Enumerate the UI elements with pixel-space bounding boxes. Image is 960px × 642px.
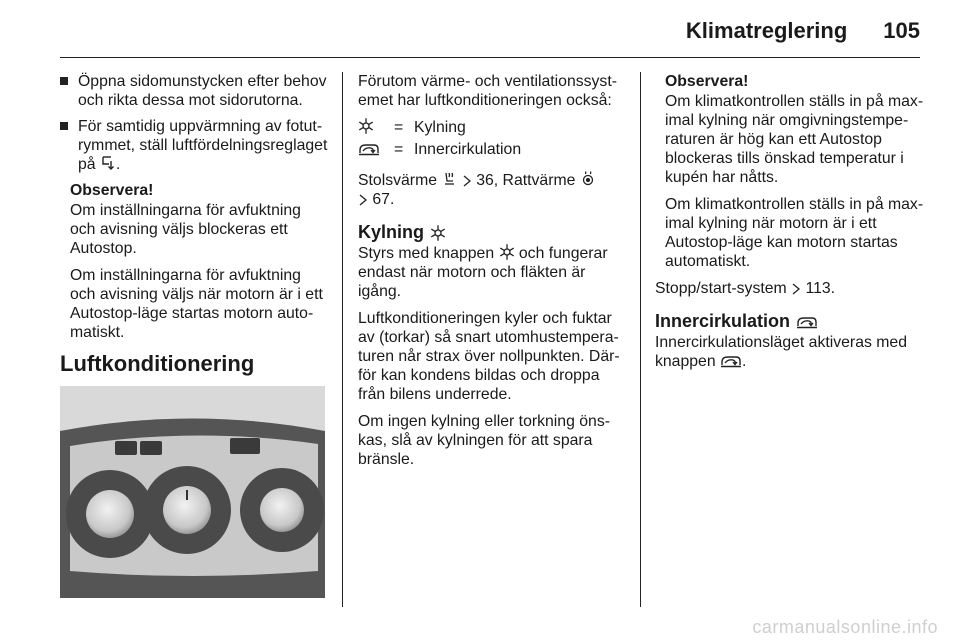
body-paragraph: Om ingen kylning eller torkning önskas, slå av kylningen för att spara bränsle. — [358, 413, 610, 468]
bullet-text: Öppna sidomunstycken efter behov och rikta dessa mot sidorutorna. — [78, 73, 327, 109]
note-paragraph: Om inställningarna för avfuktning och avisning väljs blockeras ett Autostop. — [70, 202, 301, 257]
column-divider — [640, 72, 641, 607]
definition-row — [358, 118, 630, 137]
section-heading — [655, 312, 927, 331]
snowflake-icon — [430, 225, 446, 241]
note-block — [655, 72, 927, 271]
bullet-text-end: . — [115, 156, 121, 173]
section-heading: Luftkonditionering — [60, 351, 255, 376]
recirculation-icon — [358, 142, 380, 156]
note-paragraph: Om klimatkontrollen ställs in på maximal kylning när omgivningstemperaturen är hög kan ett Autostop blockeras tills önskad temperatur i kupén har nåtts. — [665, 93, 924, 186]
watermark: carmanualsonline.info — [752, 617, 938, 637]
page-ref-arrow-icon — [358, 194, 368, 206]
recirculation-icon — [720, 354, 742, 368]
reference-text: Stolsvärme — [358, 172, 438, 189]
heading-text: Innercirkulation — [655, 311, 791, 331]
reference-text: Stopp/start-system — [655, 280, 787, 297]
page-header — [686, 18, 920, 44]
definition-label: Innercirkulation — [414, 141, 522, 158]
body-text: Innercirkulationsläget aktiveras med knappen — [655, 334, 907, 370]
column-right — [655, 72, 927, 379]
climate-panel-photo — [60, 386, 325, 598]
column-middle — [358, 72, 630, 477]
header-divider — [60, 57, 920, 58]
body-text: Styrs med knappen — [358, 245, 495, 262]
page-ref-arrow-icon — [791, 283, 801, 295]
intro-paragraph: Förutom värme- och ventilationssystemet har luftkonditioneringen också: — [358, 73, 617, 109]
equals-sign: = — [394, 141, 404, 158]
bullet-text: För samtidig uppvärmning av fotutrymmet, ställ luftfördelningsreglaget på — [78, 118, 328, 173]
body-text-end: . — [742, 353, 747, 370]
body-paragraph: Luftkonditioneringen kyler och fuktar av (torkar) så snart utomhustemperaturen når strax över nollpunkten. Därför kan kondens bildas och droppa från bilens underrede. — [358, 310, 620, 403]
note-paragraph: Om klimatkontrollen ställs in på maximal kylning när motorn är i ett Autostop-läge kan motorn startas automatiskt. — [665, 196, 924, 270]
column-divider — [342, 72, 343, 607]
reference-page: 36, Rattvärme — [476, 172, 576, 189]
reference-page: 113. — [805, 280, 836, 297]
reference-line — [358, 171, 630, 209]
body-paragraph — [358, 244, 630, 301]
bullet-square-icon — [60, 122, 68, 130]
definition-row — [358, 140, 630, 159]
body-text: och fungerar endast när motorn och fläkten är igång. — [358, 245, 608, 300]
recirculation-icon — [796, 315, 818, 329]
equals-sign: = — [394, 119, 404, 136]
definition-label: Kylning — [414, 119, 466, 136]
heading-text: Kylning — [358, 222, 424, 242]
column-left — [60, 72, 330, 383]
bullet-square-icon — [60, 77, 68, 85]
footwell-air-icon — [100, 155, 116, 171]
reference-line — [655, 279, 927, 298]
page-ref-arrow-icon — [462, 175, 472, 187]
bullet-item — [60, 117, 330, 174]
page-number: 105 — [883, 18, 920, 43]
snowflake-icon — [499, 244, 515, 260]
steering-heating-icon — [580, 171, 596, 187]
note-paragraph: Om inställningarna för avfuktning och avisning väljs när motorn är i ett Autostop-läge startas motorn automatiskt. — [70, 267, 323, 341]
note-title: Observera! — [665, 73, 749, 90]
reference-page: 67. — [372, 191, 395, 208]
section-title: Klimatreglering — [685, 18, 848, 43]
seat-heating-icon — [441, 171, 457, 187]
snowflake-icon — [358, 118, 374, 134]
body-paragraph — [655, 333, 927, 371]
note-title: Observera! — [70, 182, 154, 199]
section-heading — [358, 223, 630, 242]
bullet-item — [60, 72, 330, 110]
note-block — [60, 181, 330, 342]
